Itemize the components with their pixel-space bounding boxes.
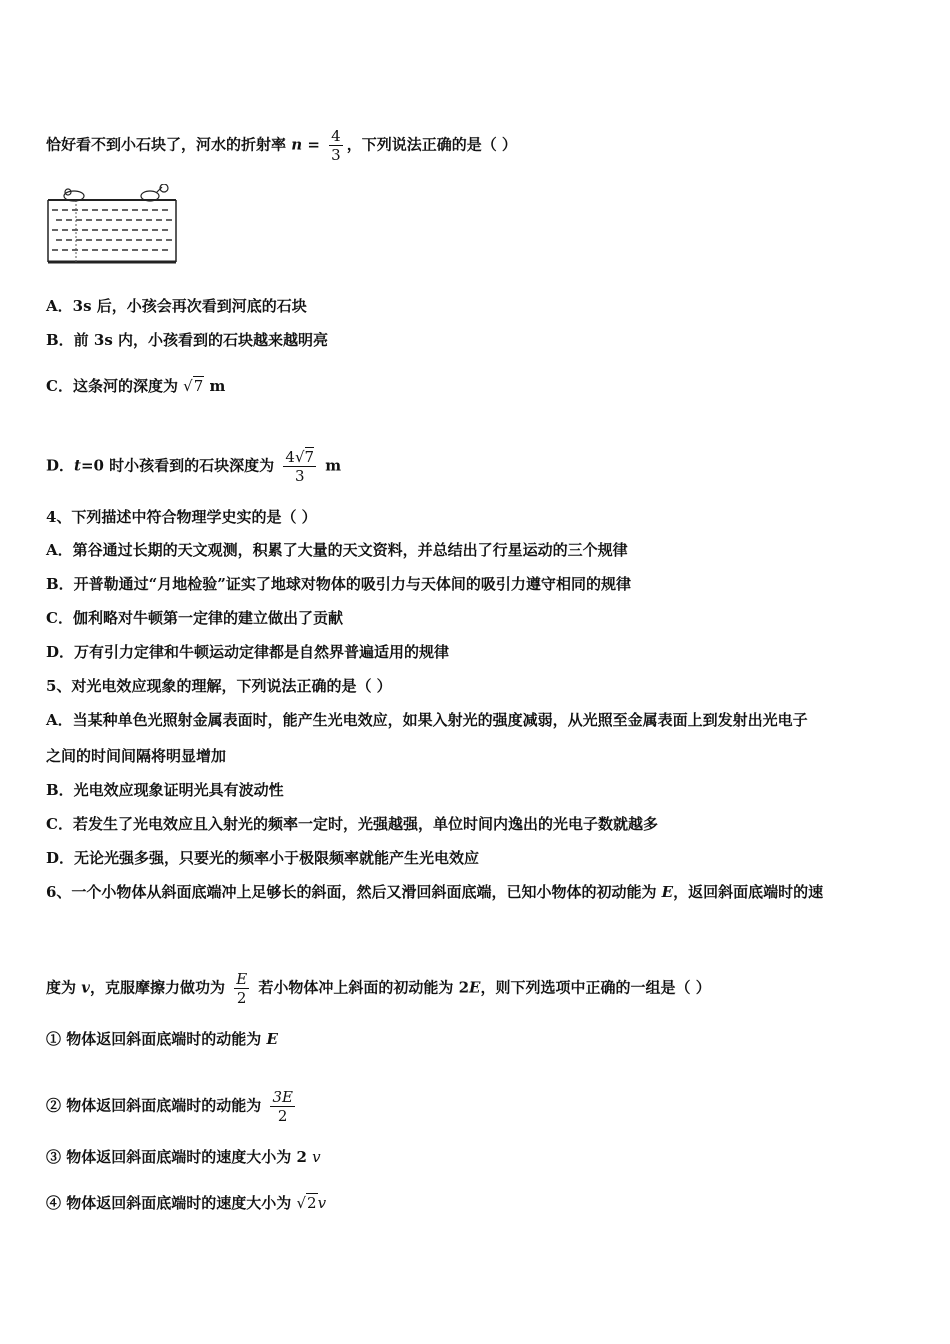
q6-stem-2c: 若小物体冲上斜面的初动能为 2 [253, 978, 470, 997]
q3-option-b: B．前 3s 内，小孩看到的石块越来越明亮 [46, 331, 329, 349]
q3-option-d-radicand: 7 [304, 448, 315, 466]
q5-option-b: B．光电效应现象证明光具有波动性 [46, 781, 284, 799]
q6-item-2-den: 2 [277, 1107, 288, 1125]
q6-item-1-E: E [266, 1030, 278, 1048]
q3-frac-num: 4 [331, 127, 341, 145]
q6-stem-2-E: E [469, 978, 481, 997]
q3-stem-text-a: 恰好看不到小石块了，河水的折射率 [46, 135, 292, 154]
q6-stem-2a: 度为 [46, 978, 82, 997]
q3-option-d-numerator: 4√7 [285, 448, 315, 466]
q6-item-3-v: v [312, 1148, 321, 1166]
q5-option-d: D．无论光强多强，只要光的频率小于极限频率就能产生光电效应 [46, 849, 480, 867]
q5-option-c: C．若发生了光电效应且入射光的频率一定时，光强越强，单位时间内逸出的光电子数就越多 [46, 815, 658, 833]
q6-item-4-v: v [317, 1194, 327, 1212]
q3-option-c-text: C．这条河的深度为 [46, 377, 184, 395]
q6-stem-line1 [46, 882, 823, 902]
q3-option-c-radicand: 7 [193, 377, 204, 395]
q3-option-c-sqrt: √7 [183, 377, 204, 395]
q6-work-fraction [234, 970, 249, 1007]
q5-stem: 5、对光电效应现象的理解，下列说法正确的是（ ） [46, 677, 392, 695]
q4-stem: 4、下列描述中符合物理学史实的是（ ） [46, 508, 317, 526]
q6-item-4-text: ④ 物体返回斜面底端时的速度大小为 [46, 1194, 297, 1212]
child-figure-right [141, 184, 168, 201]
q3-option-d-coef: 4 [285, 448, 295, 466]
q3-n-variable: n [291, 135, 303, 154]
q4-option-d: D．万有引力定律和牛顿运动定律都是自然界普遍适用的规律 [46, 643, 450, 661]
q6-stem-1b: ，返回斜面底端时的速 [673, 883, 824, 901]
q6-item-2-fraction [270, 1088, 295, 1125]
q6-stem-2d: ，则下列选项中正确的一组是（ ） [480, 978, 711, 997]
q6-item-4-radicand: 2 [307, 1194, 317, 1212]
q6-item-3-text: ③ 物体返回斜面底端时的速度大小为 2 [46, 1148, 313, 1166]
q3-option-d-t: t [74, 456, 81, 475]
q5-option-a-line1: A．当某种单色光照射金属表面时，能产生光电效应，如果入射光的强度减弱，从光照至金属表面上到发射出光电子 [46, 711, 808, 729]
q4-option-a: A．第谷通过长期的天文观测，积累了大量的天文资料，并总结出了行星运动的三个规律 [46, 541, 628, 559]
q3-option-d [46, 448, 341, 485]
q3-option-d-fraction [283, 448, 316, 485]
q3-stem [46, 127, 517, 164]
q6-item-1 [46, 1029, 278, 1049]
q3-refractive-fraction [329, 127, 343, 164]
river-figure [46, 184, 178, 268]
q3-equals: = [302, 135, 326, 154]
q5-option-a-line2: 之间的时间间隔将明显增加 [46, 747, 227, 765]
q6-stem-1a: 6、一个小物体从斜面底端冲上足够长的斜面，然后又滑回斜面底端，已知小物体的初动能为 [46, 883, 662, 901]
q6-item-2-text: ② 物体返回斜面底端时的动能为 [46, 1096, 267, 1115]
q6-item-4-sqrt: √2 [296, 1194, 317, 1212]
q3-option-d-label: D． [46, 456, 75, 475]
q6-item-2-num: 3E [272, 1088, 293, 1106]
q6-item-4 [46, 1193, 326, 1213]
q6-stem-2b: ，克服摩擦力做功为 [89, 978, 231, 997]
q4-option-c: C．伽利略对牛顿第一定律的建立做出了贡献 [46, 609, 343, 627]
river-water-lines [48, 200, 176, 262]
q6-stem-1-E: E [661, 883, 674, 901]
q6-item-2 [46, 1088, 299, 1125]
q6-work-frac-den: 2 [236, 989, 247, 1007]
q3-option-d-den: 3 [294, 467, 305, 485]
q3-option-c-unit: m [204, 377, 226, 395]
q3-option-c [46, 376, 225, 396]
q3-option-d-text: =0 时小孩看到的石块深度为 [80, 456, 280, 475]
q3-frac-den: 3 [331, 146, 341, 164]
q4-option-b: B．开普勒通过“月地检验”证实了地球对物体的吸引力与天体间的吸引力遵守相同的规律 [46, 575, 631, 593]
q3-option-a: A．3s 后，小孩会再次看到河底的石块 [46, 297, 307, 315]
q3-option-d-unit: m [320, 456, 342, 475]
q6-item-3 [46, 1147, 321, 1167]
q6-item-1-text: ① 物体返回斜面底端时的动能为 [46, 1030, 267, 1048]
q6-stem-line2 [46, 970, 711, 1007]
q6-stem-2-v: v [81, 978, 90, 997]
q3-stem-text-b: ，下列说法正确的是（ ） [346, 135, 517, 154]
q6-work-frac-num: E [236, 970, 248, 988]
